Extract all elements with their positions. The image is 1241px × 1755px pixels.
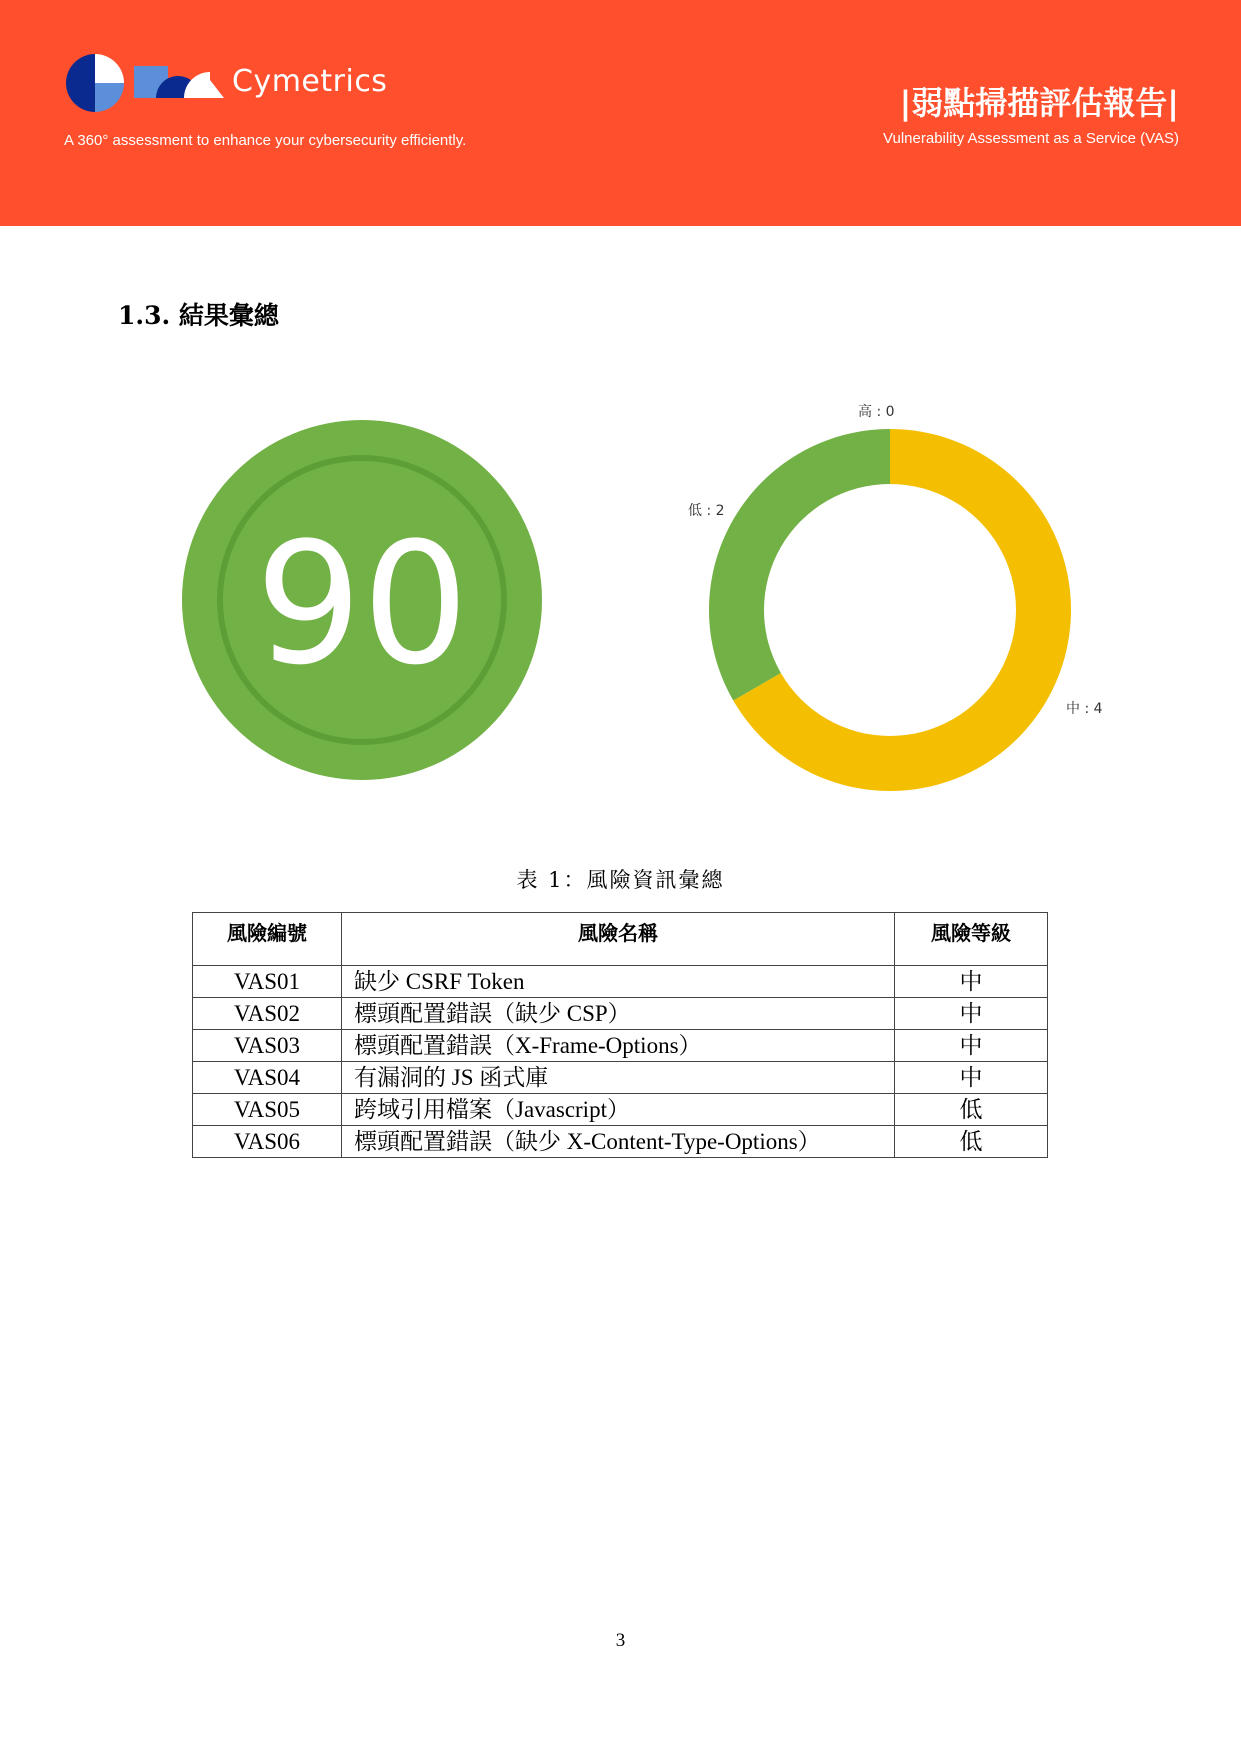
- table-header-row: [193, 913, 1048, 966]
- risk-name: 標頭配置錯誤（缺少 CSP）: [342, 998, 895, 1030]
- risk-donut-chart: [700, 420, 1080, 800]
- header-risk-level: 風險等級: [895, 913, 1048, 966]
- risk-level: 低: [895, 1094, 1048, 1126]
- risk-name: 缺少 CSRF Token: [342, 966, 895, 998]
- donut-label-medium: 中 : 4: [1066, 701, 1103, 717]
- risk-id: VAS02: [193, 998, 342, 1030]
- risk-id: VAS06: [193, 1126, 342, 1158]
- score-badge: [180, 418, 544, 782]
- risk-level: 低: [895, 1126, 1048, 1158]
- table-row: [193, 1126, 1048, 1158]
- table-row: [193, 1062, 1048, 1094]
- page-number: 3: [615, 1630, 626, 1651]
- table-row: [193, 966, 1048, 998]
- donut-label-low: 低 : 2: [688, 503, 725, 519]
- table-caption: 表 1：風險資訊彙總: [516, 868, 725, 892]
- header-risk-id: 風險編號: [193, 913, 342, 966]
- brand-tagline: A 360° assessment to enhance your cybersecurity efficiently.: [64, 132, 467, 149]
- score-value: 90: [255, 506, 469, 702]
- risk-id: VAS05: [193, 1094, 342, 1126]
- table-row: [193, 1030, 1048, 1062]
- risk-id: VAS04: [193, 1062, 342, 1094]
- table-row: [193, 998, 1048, 1030]
- report-subtitle: Vulnerability Assessment as a Service (VAS): [883, 130, 1179, 147]
- report-title: |弱點掃描評估報告|: [899, 84, 1179, 122]
- cymetrics-logo-icon: [64, 52, 224, 114]
- risk-level: 中: [895, 966, 1048, 998]
- risk-level: 中: [895, 998, 1048, 1030]
- risk-name: 有漏洞的 JS 函式庫: [342, 1062, 895, 1094]
- donut-label-high: 高 : 0: [858, 404, 895, 420]
- report-header: [0, 0, 1241, 226]
- header-risk-name: 風險名稱: [342, 913, 895, 966]
- brand-name: Cymetrics: [232, 64, 388, 99]
- risk-summary-table: [192, 912, 1048, 1158]
- risk-name: 標頭配置錯誤（缺少 X-Content-Type-Options）: [342, 1126, 895, 1158]
- risk-name: 標頭配置錯誤（X-Frame-Options）: [342, 1030, 895, 1062]
- risk-level: 中: [895, 1030, 1048, 1062]
- risk-level: 中: [895, 1062, 1048, 1094]
- donut-slice-low: [709, 429, 890, 701]
- section-title: 1.3. 結果彙總: [118, 301, 279, 330]
- table-row: [193, 1094, 1048, 1126]
- risk-id: VAS01: [193, 966, 342, 998]
- risk-id: VAS03: [193, 1030, 342, 1062]
- risk-name: 跨域引用檔案（Javascript）: [342, 1094, 895, 1126]
